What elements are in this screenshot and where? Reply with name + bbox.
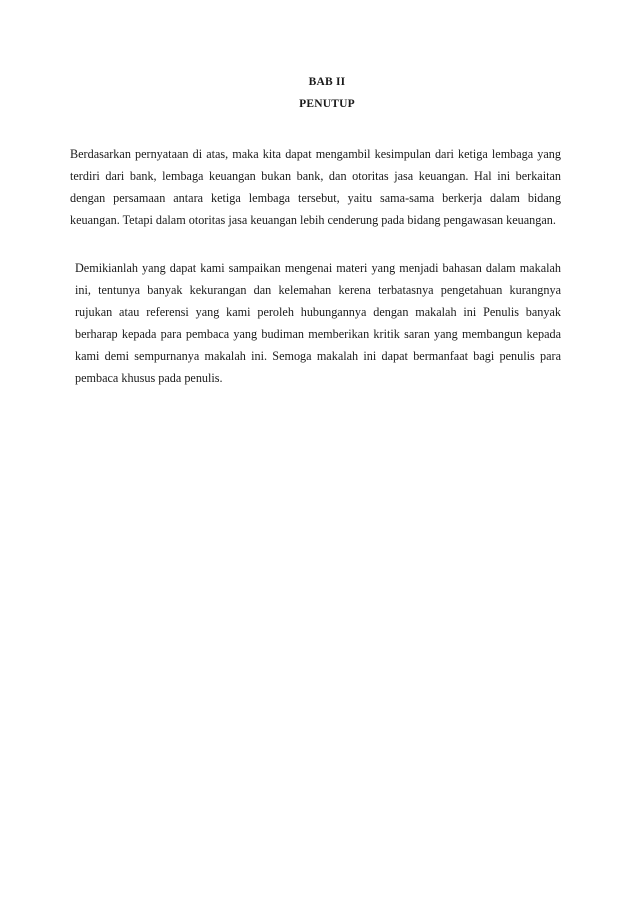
chapter-number: BAB II xyxy=(308,76,346,88)
closing-paragraph: Demikianlah yang dapat kami sampaikan mengenai materi yang menjadi bahasan dalam makalah ini, tentunya banyak kekurangan dan kelemahan kerena terbatasnya pengetahuan kurangnya rujukan atau referensi yang kami peroleh hubungannya dengan makalah ini Penulis banyak berharap kepada para pembaca yang budiman memberikan kritik saran yang membangun kepada kami demi sempurnanya makalah ini. Semoga makalah ini dapat bermanfaat bagi penulis para pembaca khusus pada penulis. xyxy=(75,261,561,385)
conclusion-paragraph: Berdasarkan pernyataan di atas, maka kita dapat mengambil kesimpulan dari ketiga lembaga yang terdiri dari bank, lembaga keuangan bukan bank, dan otoritas jasa keuangan. Hal ini berkaitan dengan persamaan antara ketiga lembaga tersebut, yaitu sama-sama berkerja dalam bidang keuangan. Tetapi dalam otoritas jasa keuangan lebih cenderung pada bidang pengawasan keuangan. xyxy=(70,147,561,227)
chapter-title: PENUTUP xyxy=(299,98,355,110)
